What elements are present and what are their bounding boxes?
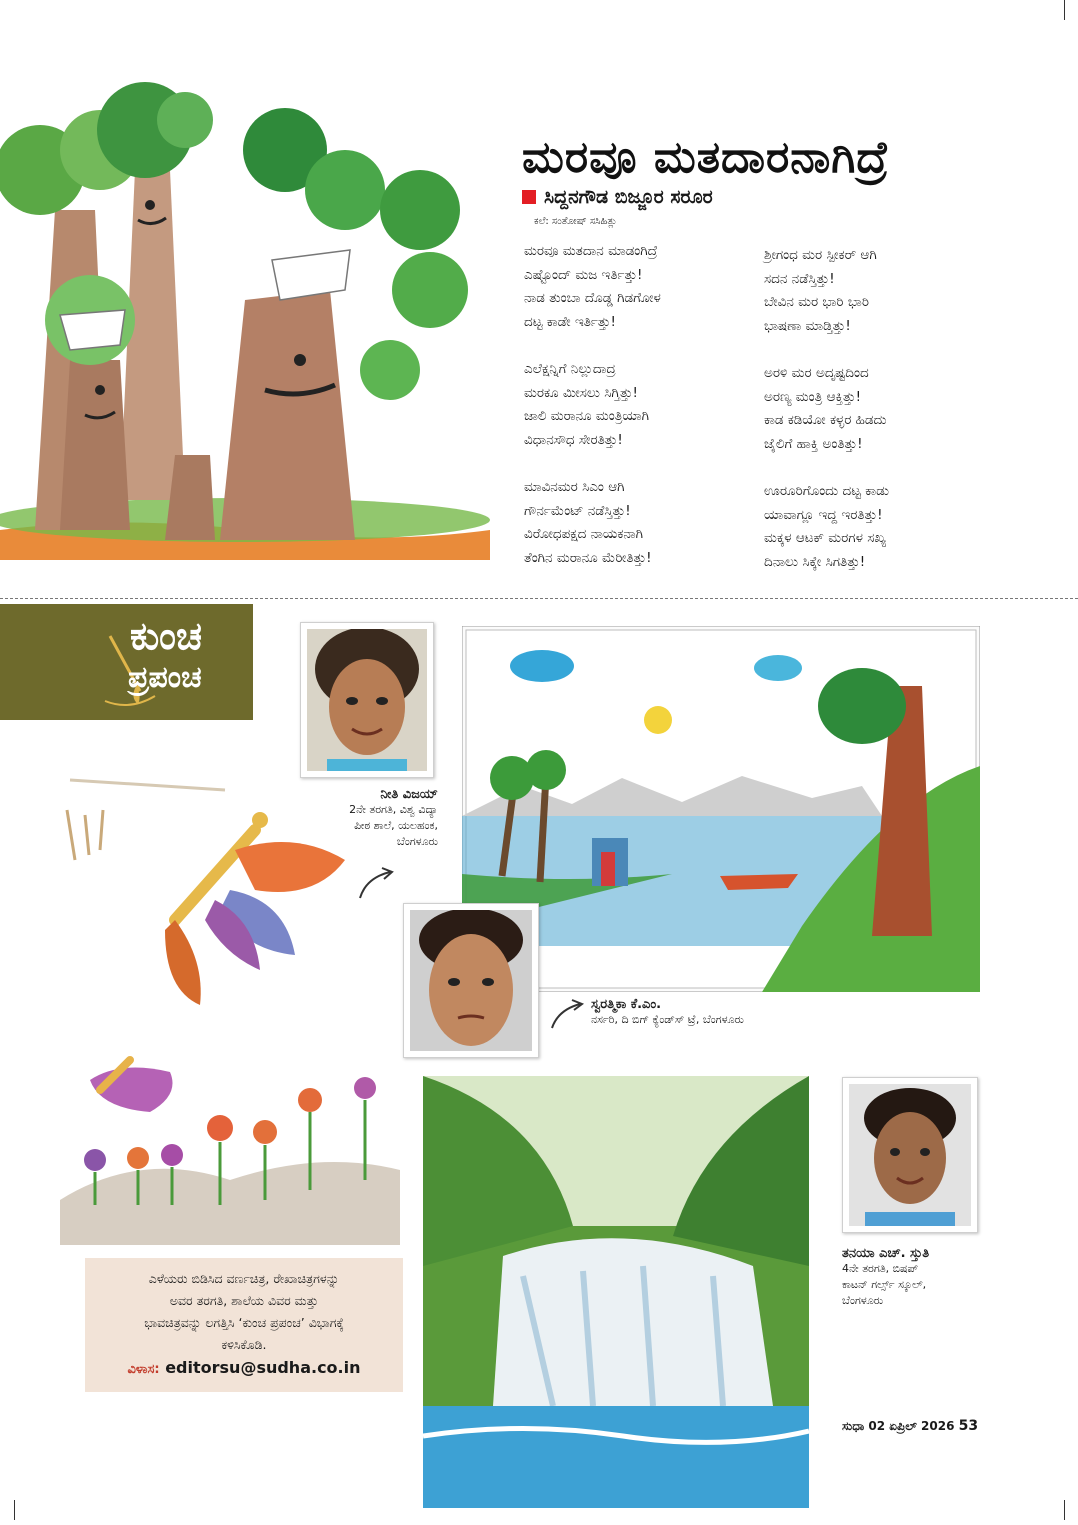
artist-name: ತನಯಾ ಎಚ್‌. ಸ್ತುತಿ [842, 1246, 930, 1261]
poem-line: ವಿರೋಧಪಕ್ಷದ ನಾಯಕನಾಗಿ [524, 526, 644, 542]
poem-line: ವಿಧಾನಸೌಧ ಸೇರತಿತ್ತು! [524, 431, 623, 448]
poem-line: ಶ್ರೀಗಂಧ ಮರ ಸ್ಪೀಕರ್‌ ಆಗಿ [764, 247, 877, 263]
artist-detail: ಬೆಂಗಳೂರು [396, 835, 438, 848]
address-label: ವಿಳಾಸ: [127, 1362, 160, 1377]
artist-name: ಸ್ವರತ್ಮಿಕಾ ಕೆ.ಎಂ. [591, 997, 662, 1012]
stanza [524, 240, 744, 334]
artist-detail: ಕಾಟನ್‌ ಗರ್ಲ್ಸ್‌ ಸ್ಕೂಲ್‌, [842, 1278, 927, 1291]
artist-caption [842, 1246, 929, 1309]
butterfly-drawing [55, 770, 355, 1020]
stanza [764, 480, 984, 574]
poem-line: ಎಲೆಕ್ಷನ್ನಿಗೆ ನಿಲ್ಲುದಾದ್ರ [524, 361, 616, 377]
artist-detail: ಬೆಂಗಳೂರು [842, 1294, 884, 1307]
landscape-drawing [462, 626, 980, 992]
waterfall-painting [423, 1076, 809, 1508]
child-portrait [410, 910, 532, 1051]
stanza [764, 244, 984, 338]
info-line: ಭಾವಚಿತ್ರವನ್ನು ಲಗತ್ತಿಸಿ ‘ಕುಂಚ ಪ್ರಪಂಚ’ ವಿಭಾಗಕ್ಕೆ [144, 1315, 344, 1330]
section-title-line2: ಪ್ರಪಂಚ [128, 660, 202, 695]
poem-line: ಸದನ ನಡೆಸ್ತಿತ್ತು! [764, 270, 835, 287]
poem-line: ಅರಣ್ಯ ಮಂತ್ರಿ ಆಕ್ತಿತ್ತು! [764, 388, 861, 405]
artist-detail: ನರ್ಸರಿ, ದಿ ಬಿಗ್‌ ಕ್ಯೆಂಡ್‌ಸ್‌ ಟ್ರೆ, ಬೆಂಗಳೂರು [591, 1013, 744, 1026]
info-line: ಎಳೆಯರು ಬಿಡಿಸಿದ ವರ್ಣಚಿತ್ರ, ರೇಖಾಚಿತ್ರಗಳನ್ನು [148, 1271, 340, 1286]
trees-illustration [0, 60, 495, 560]
art-credit: ಕಲೆ: ಸಂತೋಷ್‌ ಸಸಿಹಿತ್ಲು [534, 216, 618, 227]
poem-title: ಮರವೂ ಮತದಾರನಾಗಿದ್ರೆ [522, 132, 890, 183]
child-portrait [849, 1084, 971, 1226]
section-title-line1: ಕುಂಚ [130, 614, 202, 658]
crop-mark [1064, 0, 1065, 20]
page-number: 53 [958, 1418, 979, 1434]
email-link[interactable]: editorsu@sudha.co.in [165, 1358, 361, 1377]
artist-detail: 2ನೇ ತರಗತಿ, ವಿಶ್ವ ವಿದ್ಯಾ [349, 803, 438, 816]
author-byline [522, 186, 713, 208]
poem-left-column [524, 240, 744, 594]
poem-line: ದಟ್ಟ ಕಾಡೇ ಇರ್ತಿತ್ತು! [524, 313, 616, 330]
poem-line: ಊರೂರಿಗೊಂದು ದಟ್ಟ ಕಾಡು [764, 483, 890, 499]
info-line: ಅವರ ತರಗತಿ, ಶಾಲೆಯ ವಿವರ ಮತ್ತು [169, 1293, 319, 1308]
poem-right-column [764, 244, 984, 598]
child-portrait [307, 629, 427, 771]
author-name: ಸಿದ್ದನಗೌಡ ಬಿಜ್ಜೂರ ಸರೂರ [544, 186, 713, 208]
poem-line: ಅರಳಿ ಮರ ಅದೃಷ್ಟದಿಂದ [764, 365, 869, 381]
arrow-icon [356, 866, 396, 902]
artist-caption [591, 997, 744, 1028]
flowers-drawing [60, 1000, 400, 1245]
artist-name: ನೀತಿ ವಿಜಯ್‌ [380, 787, 438, 802]
address-row [93, 1358, 395, 1377]
poem-line: ಭಾಷಣಾ ಮಾಡ್ತಿತ್ತು! [764, 317, 851, 334]
artist-photo [842, 1077, 978, 1233]
poem-line: ಜಾಲಿ ಮರಾನೂ ಮಂತ್ರಿಯಾಗಿ [524, 408, 650, 424]
poem-line: ಯಾವಾಗ್ಲೂ ಇದ್ದ ಇರತಿತ್ತು! [764, 506, 883, 523]
red-square-marker [522, 190, 536, 204]
info-line: ಕಳಿಸಿಕೊಡಿ. [221, 1337, 267, 1352]
poem-line: ತೆಂಗಿನ ಮರಾನೂ ಮೆರೀತಿತ್ತು! [524, 549, 652, 566]
page-footer [842, 1418, 978, 1434]
artist-photo [300, 622, 434, 778]
poem-line: ದಿನಾಲು ಸಿಕ್ಕೇ ಸಿಗತಿತ್ತು! [764, 553, 866, 570]
poem-line: ಎಷ್ಟೊಂದ್‌ ಮಜ ಇರ್ತಿತ್ತು! [524, 266, 643, 283]
crop-mark [1064, 1500, 1065, 1520]
poem-line: ಮರಕೂ ಮೀಸಲು ಸಿಗ್ತಿತ್ತು! [524, 384, 638, 401]
poem-line: ಬೇವಿನ ಮರ ಭಾರಿ ಭಾರಿ [764, 294, 869, 310]
poem-line: ಕಾಡ ಕಡಿಯೋ ಕಳ್ಳರ ಹಿಡದು [764, 412, 887, 428]
section-banner [0, 604, 253, 720]
crop-mark [14, 1500, 15, 1520]
footer-publication: ಸುಧಾ 02 ಏಪ್ರಿಲ್‌ 2026 [842, 1419, 955, 1433]
poem-line: ಗೌರ್ನಮೆಂಟ್‌ ನಡೆಸ್ತಿತ್ತು! [524, 502, 631, 519]
submission-info-box [85, 1258, 403, 1392]
poem-line: ಜೈಲಿಗೆ ಹಾಕ್ತಿ ಅಂತಿತ್ತು! [764, 435, 863, 452]
poem-line: ಮರವೂ ಮತದಾನ ಮಾಡಂಗಿದ್ರೆ [524, 243, 658, 259]
artist-detail: ಪೀಠ ಶಾಲೆ, ಯಲಹಂಕ, [354, 819, 438, 832]
artist-photo [403, 903, 539, 1058]
arrow-icon [548, 998, 586, 1032]
stanza [524, 358, 744, 452]
section-divider [0, 598, 1078, 599]
stanza [764, 362, 984, 456]
poem-line: ಮಕ್ಕಳ ಆಟಕ್‌ ಮರಗಳ ಸಖ್ಯ [764, 530, 887, 546]
poem-line: ಮಾವಿನಮರ ಸಿಎಂ ಆಗಿ [524, 479, 625, 495]
poem-line: ನಾಡ ತುಂಬಾ ದೊಡ್ಡ ಗಿಡಗೋಳ [524, 290, 661, 306]
stanza [524, 476, 744, 570]
artist-detail: 4ನೇ ತರಗತಿ, ಬಿಷಪ್‌ [842, 1262, 919, 1275]
